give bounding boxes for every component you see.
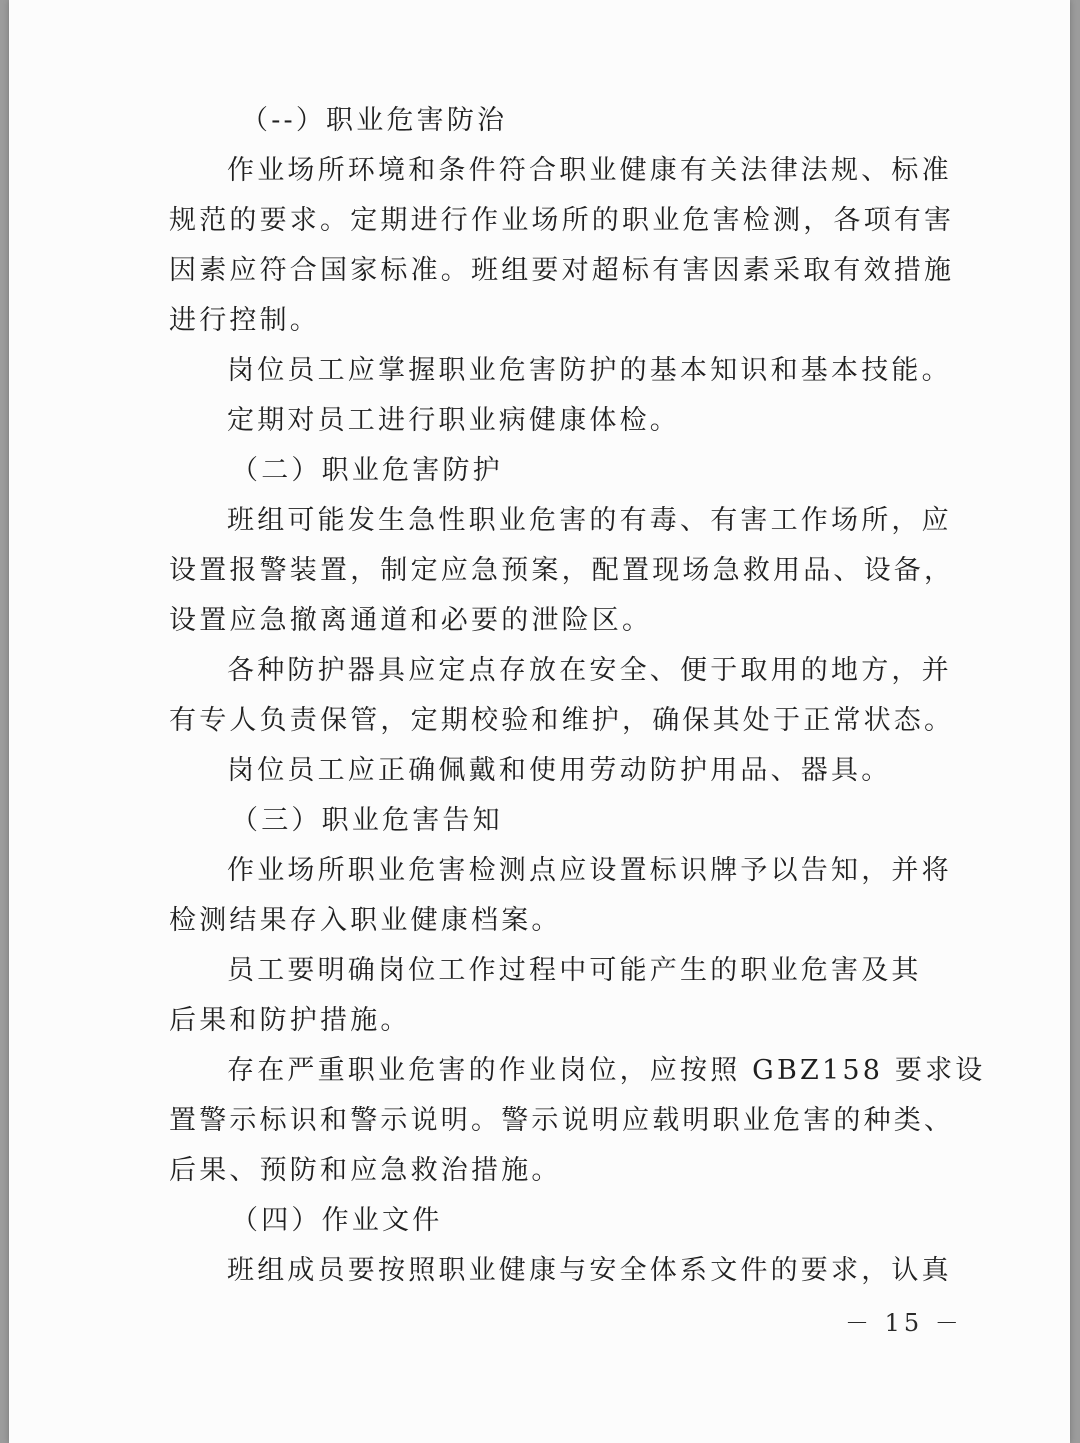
paragraph-line: 设置应急撤离通道和必要的泄险区。 [169, 605, 653, 636]
paragraph-line: 存在严重职业危害的作业岗位，应按照 GBZ158 要求设 [227, 1055, 986, 1086]
paragraph-line: 班组可能发生急性职业危害的有毒、有害工作场所，应 [227, 505, 952, 536]
paragraph-line: 进行控制。 [169, 305, 320, 336]
paragraph-line: 规范的要求。定期进行作业场所的职业危害检测，各项有害 [169, 205, 955, 236]
paragraph-line: 班组成员要按照职业健康与安全体系文件的要求，认真 [227, 1255, 952, 1286]
paragraph-line: 岗位员工应掌握职业危害防护的基本知识和基本技能。 [227, 355, 952, 386]
section-heading-2: （二）职业危害防护 [231, 455, 503, 486]
paragraph-line: 有专人负责保管，定期校验和维护，确保其处于正常状态。 [169, 705, 955, 736]
paragraph-line: 岗位员工应正确佩戴和使用劳动防护用品、器具。 [227, 755, 892, 786]
section-heading-1: （--）职业危害防治 [241, 105, 508, 136]
paragraph-line: 作业场所职业危害检测点应设置标识牌予以告知，并将 [227, 855, 952, 886]
paragraph-line: 检测结果存入职业健康档案。 [169, 905, 562, 936]
page-number: － 15 － [845, 1309, 963, 1337]
paragraph-line: 各种防护器具应定点存放在安全、便于取用的地方，并 [227, 655, 952, 686]
paragraph-line: 员工要明确岗位工作过程中可能产生的职业危害及其 [227, 955, 922, 986]
paragraph-line: 置警示标识和警示说明。警示说明应载明职业危害的种类、 [169, 1105, 955, 1136]
paragraph-line: 后果、预防和应急救治措施。 [169, 1155, 562, 1186]
paragraph-line: 后果和防护措施。 [169, 1005, 411, 1036]
document-page [9, 0, 1070, 1443]
paragraph-line: 因素应符合国家标准。班组要对超标有害因素采取有效措施 [169, 255, 955, 286]
section-heading-3: （三）职业危害告知 [231, 805, 503, 836]
paragraph-line: 定期对员工进行职业病健康体检。 [227, 405, 680, 436]
paragraph-line: 作业场所环境和条件符合职业健康有关法律法规、标准 [227, 155, 952, 186]
section-heading-4: （四）作业文件 [231, 1205, 443, 1236]
page-content [169, 96, 986, 1296]
paragraph-line: 设置报警装置，制定应急预案，配置现场急救用品、设备， [169, 555, 955, 586]
